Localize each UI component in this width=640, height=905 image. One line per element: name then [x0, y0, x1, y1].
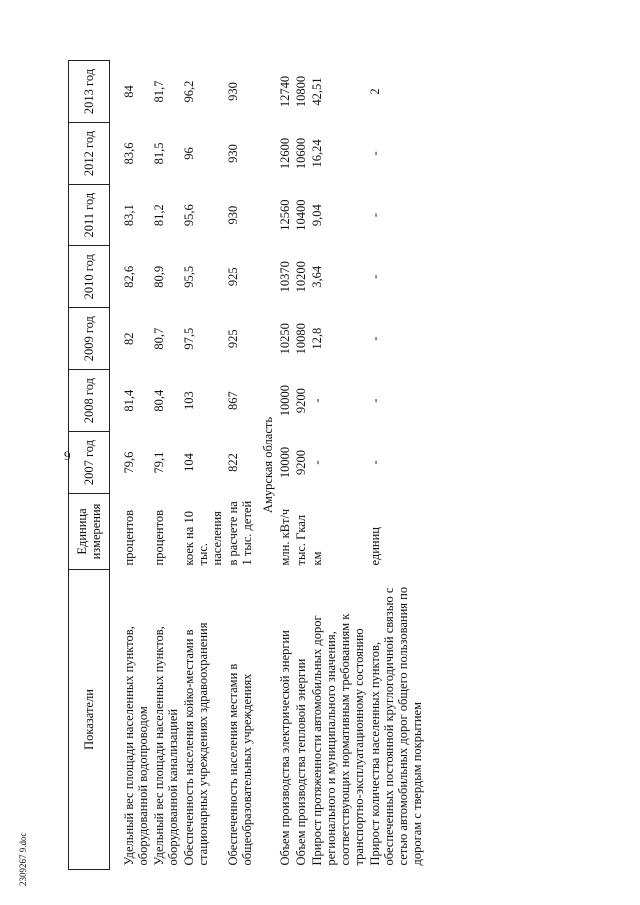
- value-cell: 42,51: [310, 77, 324, 106]
- table-row: [277, 61, 293, 870]
- value-cell: 10250: [278, 323, 292, 355]
- header-cell: Показатели: [69, 570, 110, 870]
- unit-cell: процентов: [152, 509, 166, 566]
- value-cell: 82,6: [122, 265, 136, 288]
- header-cell: 2013 год: [69, 61, 110, 123]
- unit-cell: процентов: [122, 509, 136, 566]
- value-cell: 9200: [294, 450, 308, 476]
- indicator-cell: Удельный вес площади населенных пунктов, оборудованной канализацией: [152, 626, 180, 866]
- indicator-cell: Обеспеченность населения койко-местами в стационарных учреждениях здравоохранения: [182, 622, 210, 866]
- value-cell: 80,4: [152, 389, 166, 412]
- value-cell: -: [368, 151, 382, 156]
- table-row: [309, 61, 367, 870]
- header-cell: 2009 год: [69, 308, 110, 370]
- header-cell: 2012 год: [69, 123, 110, 185]
- value-cell: -: [368, 460, 382, 465]
- indicator-cell: Удельный вес площади населенных пунктов, оборудованной водопроводом: [122, 626, 150, 866]
- value-cell: 9,04: [310, 204, 324, 227]
- header-cell: 2007 год: [69, 432, 110, 494]
- table-row: [225, 61, 255, 870]
- value-cell: 79,1: [152, 451, 166, 474]
- value-cell: 12560: [278, 199, 292, 231]
- value-cell: 2: [368, 88, 382, 95]
- value-cell: 822: [226, 453, 240, 472]
- value-cell: -: [310, 398, 324, 403]
- value-cell: 10200: [294, 261, 308, 293]
- table-row: [151, 61, 181, 870]
- value-cell: 83,6: [122, 142, 136, 165]
- value-cell: 79,6: [122, 451, 136, 474]
- value-cell: 16,24: [310, 139, 324, 168]
- indicator-cell: Обеспеченность населения местами в общеобразовательных учреждениях: [226, 663, 254, 866]
- value-cell: 10600: [294, 137, 308, 170]
- value-cell: 81,5: [152, 142, 166, 165]
- value-cell: 925: [226, 329, 240, 349]
- value-cell: 95,5: [182, 265, 196, 288]
- value-cell: 10400: [294, 199, 308, 231]
- value-cell: 103: [182, 391, 196, 410]
- indicator-cell: Объем производства электрической энергии: [278, 630, 292, 866]
- value-cell: 80,7: [152, 327, 166, 350]
- table-row: [110, 61, 152, 870]
- table-header-row: [69, 61, 110, 870]
- value-cell: 10370: [278, 261, 292, 293]
- value-cell: 83,1: [122, 204, 136, 227]
- header-cell: 2010 год: [69, 246, 110, 308]
- value-cell: -: [368, 336, 382, 341]
- header-cell: 2011 год: [69, 184, 110, 245]
- value-cell: 10800: [294, 75, 308, 108]
- value-cell: 930: [226, 144, 240, 163]
- unit-cell: км: [310, 551, 324, 566]
- unit-cell: млн. кВт/ч: [278, 508, 292, 566]
- indicator-cell: Прирост протяженности автомобильных дорог регионального и муниципального значения, соответствующих нормативным требованиям к транспортно-эксплуатационному состоянию: [310, 613, 366, 866]
- value-cell: -: [310, 460, 324, 465]
- table-row: [367, 61, 425, 870]
- value-cell: 12740: [278, 75, 292, 108]
- value-cell: 9200: [294, 388, 308, 414]
- indicator-cell: Объем производства тепловой энергии: [294, 658, 308, 866]
- value-cell: 3,64: [310, 265, 324, 288]
- value-cell: -: [368, 213, 382, 218]
- value-cell: 84: [122, 85, 136, 98]
- value-cell: 81,7: [152, 80, 166, 103]
- value-cell: 81,2: [152, 204, 166, 227]
- rotated-sheet: [68, 60, 623, 870]
- value-cell: 104: [182, 453, 196, 472]
- value-cell: 867: [226, 391, 240, 410]
- value-cell: 930: [226, 82, 240, 101]
- unit-cell: единиц: [368, 526, 382, 566]
- value-cell: 81,4: [122, 389, 136, 412]
- value-cell: 80,9: [152, 265, 166, 288]
- value-cell: 97,5: [182, 327, 196, 350]
- value-cell: -: [368, 398, 382, 403]
- value-cell: 95,6: [182, 204, 196, 227]
- value-cell: 82: [122, 332, 136, 345]
- section-row: [255, 61, 277, 870]
- header-cell: Единица измерения: [69, 494, 110, 570]
- document-footer: 2309267 9.doc: [18, 832, 28, 886]
- section-title: Амурская область: [261, 416, 275, 514]
- unit-cell: тыс. Гкал: [294, 514, 308, 566]
- value-cell: 10000: [278, 446, 292, 479]
- page-number: 9: [64, 448, 71, 463]
- value-cell: 925: [226, 267, 240, 287]
- table-row: [293, 61, 309, 870]
- value-cell: 10080: [294, 323, 308, 355]
- indicator-cell: Прирост количества населенных пунктов, обеспеченных постоянной круглогодичной связью с сетью автомобильных дорог общего пользования по дорогам с твердым покрытием: [368, 586, 424, 866]
- header-cell: 2008 год: [69, 370, 110, 432]
- table-row: [181, 61, 225, 870]
- value-cell: 96: [182, 147, 196, 160]
- value-cell: 12,8: [310, 327, 324, 350]
- unit-cell: коек на 10 тыс. населения: [182, 511, 224, 566]
- value-cell: 930: [226, 205, 240, 225]
- value-cell: 96,2: [182, 80, 196, 103]
- value-cell: 12600: [278, 137, 292, 170]
- indicators-table: [68, 60, 425, 870]
- value-cell: 10000: [278, 385, 292, 417]
- unit-cell: в расчете на 1 тыс. детей: [226, 500, 254, 566]
- value-cell: -: [368, 274, 382, 279]
